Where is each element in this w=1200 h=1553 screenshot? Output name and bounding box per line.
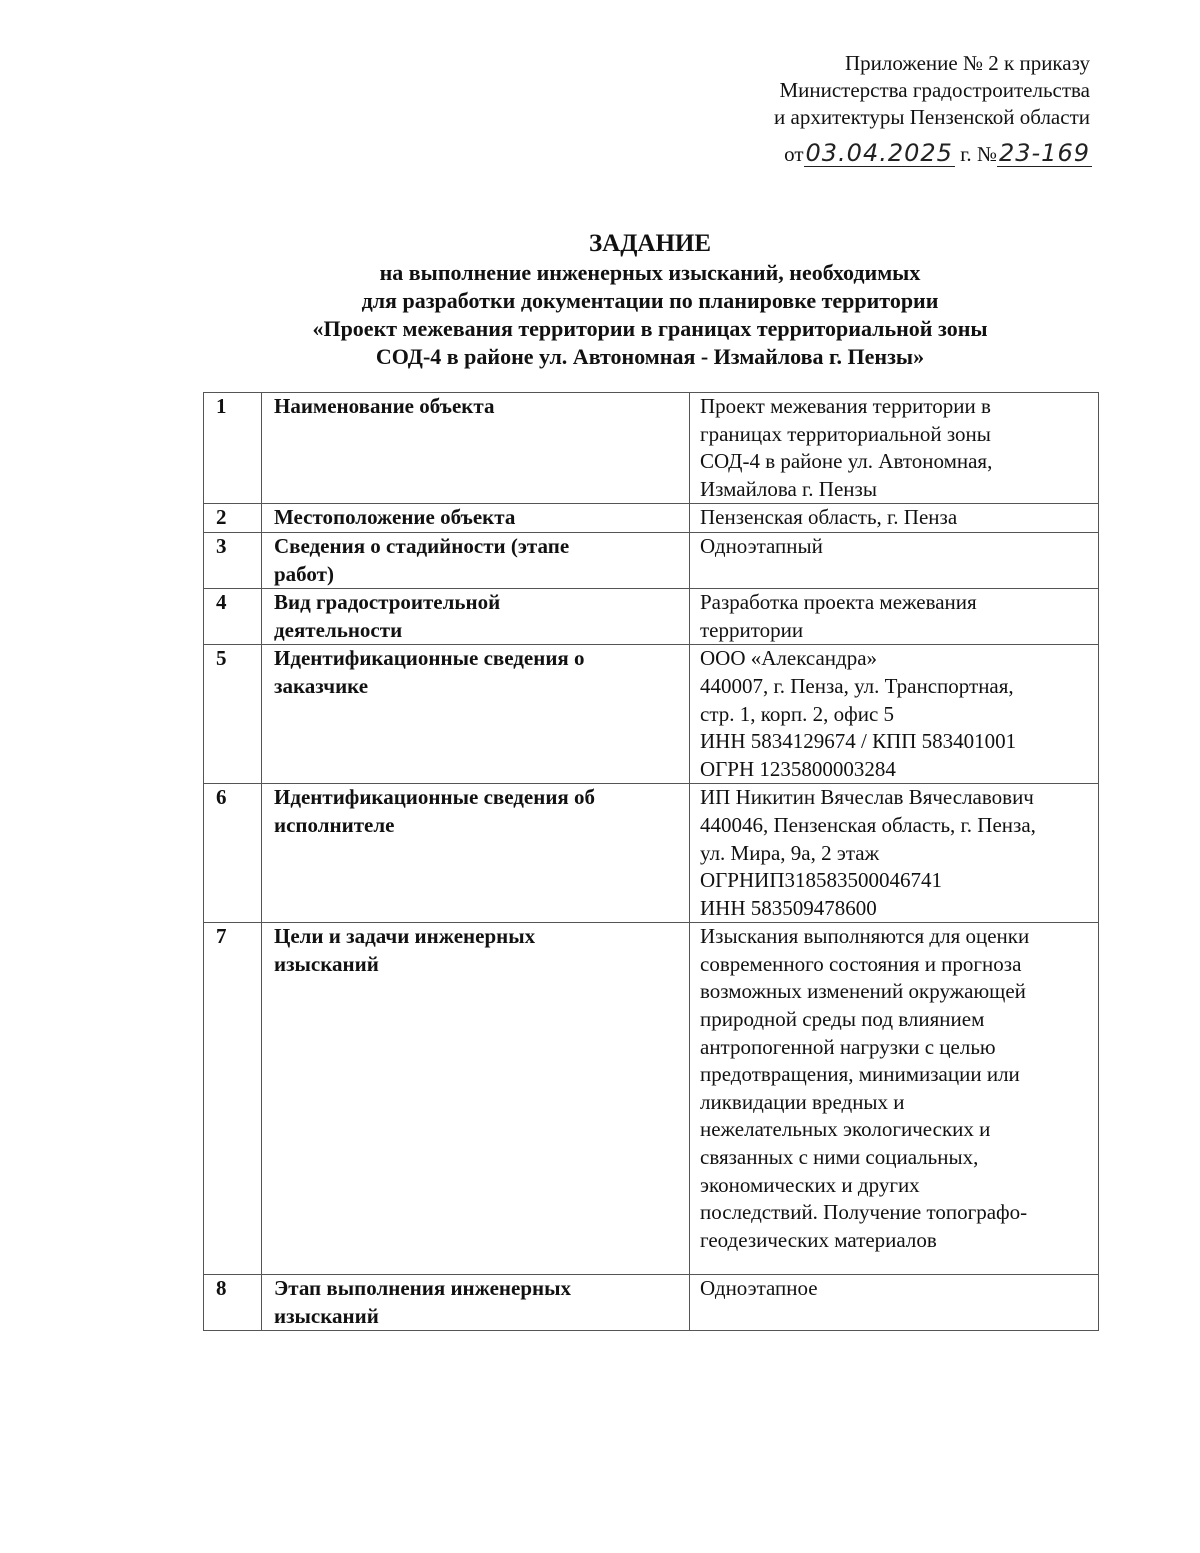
- row-value-line: ИНН 583509478600: [700, 895, 877, 920]
- row-label: [262, 504, 690, 533]
- row-number: 1: [204, 393, 262, 504]
- row-value-line: ОГРНИП318583500046741: [700, 868, 942, 893]
- row-value: [690, 784, 1099, 923]
- row-label-line: Идентификационные сведения об: [274, 785, 596, 810]
- document-title-block: [160, 229, 1140, 371]
- row-value-line: Одноэтапный: [700, 533, 823, 558]
- row-number: 5: [204, 645, 262, 784]
- row-value: [690, 645, 1099, 784]
- row-value-line: Разработка проекта межевания: [700, 590, 977, 615]
- row-label-line: изысканий: [274, 951, 379, 976]
- order-number-prefix: №: [976, 142, 997, 166]
- document-title: ЗАДАНИЕ: [588, 230, 712, 257]
- table-row: [204, 504, 1099, 533]
- row-value-line: Проект межевания территории в: [700, 394, 991, 418]
- table-row: [204, 645, 1099, 784]
- table-row: [204, 532, 1099, 588]
- row-label: [262, 393, 690, 504]
- row-label-line: работ): [274, 561, 334, 586]
- row-value-line: связанных с ними социальных,: [700, 1145, 979, 1170]
- order-number-handwritten: 23-169: [998, 139, 1090, 167]
- appendix-line-2: Министерства градостроительства: [779, 78, 1090, 102]
- row-value-line: нежелательных экологических и: [700, 1117, 991, 1142]
- row-value-line: современного состояния и прогноза: [700, 951, 1022, 976]
- row-label-line: исполнителе: [274, 812, 395, 837]
- task-table: [203, 392, 1099, 1331]
- row-label: [262, 589, 690, 645]
- document-subtitle-line-3: «Проект межевания территории в границах территориальной зоны: [312, 316, 988, 341]
- row-value-line: антропогенной нагрузки с целью: [700, 1034, 996, 1059]
- row-number: 7: [204, 923, 262, 1275]
- row-label-line: Местоположение объекта: [274, 505, 516, 530]
- row-label-line: Сведения о стадийности (этапе: [274, 533, 570, 558]
- row-value-line: предотвращения, минимизации или: [700, 1062, 1020, 1087]
- row-value-line: Одноэтапное: [700, 1276, 818, 1301]
- row-value-line: ИНН 5834129674 / КПП 583401001: [700, 729, 1017, 754]
- table-row: [204, 923, 1099, 1275]
- table-row: [204, 589, 1099, 645]
- row-label-line: Наименование объекта: [274, 394, 495, 418]
- row-label-line: Идентификационные сведения о: [274, 646, 585, 671]
- row-label-line: Вид градостроительной: [274, 590, 501, 615]
- row-value: [690, 923, 1099, 1275]
- document-subtitle-line-4: СОД-4 в районе ул. Автономная - Измайлова г. Пензы»: [375, 344, 925, 369]
- row-value-line: 440046, Пензенская область, г. Пенза,: [700, 812, 1036, 837]
- row-value-line: последствий. Получение топографо-: [700, 1200, 1028, 1225]
- row-value-line: границах территориальной зоны: [700, 421, 991, 446]
- row-label: [262, 645, 690, 784]
- row-label: [262, 532, 690, 588]
- document-subtitle-line-2: для разработки документации по планировке территории: [361, 288, 939, 313]
- row-value: [690, 532, 1099, 588]
- row-label: [262, 1275, 690, 1331]
- row-number: 3: [204, 532, 262, 588]
- row-number: 6: [204, 784, 262, 923]
- row-number: 8: [204, 1275, 262, 1331]
- row-label-line: изысканий: [274, 1303, 379, 1328]
- table-row: [204, 784, 1099, 923]
- row-value-line: экономических и других: [700, 1172, 920, 1197]
- row-value-line: стр. 1, корп. 2, офис 5: [700, 701, 895, 726]
- row-value: [690, 393, 1099, 504]
- row-value-line: природной среды под влиянием: [700, 1007, 985, 1032]
- row-value-line: ликвидации вредных и: [700, 1089, 905, 1114]
- row-value-line: СОД-4 в районе ул. Автономная,: [700, 449, 993, 474]
- table-row: [204, 1275, 1099, 1331]
- row-label-line: Этап выполнения инженерных: [274, 1276, 572, 1301]
- row-value-line: геодезических материалов: [700, 1227, 937, 1252]
- task-table-body: [204, 393, 1099, 1331]
- row-label-line: Цели и задачи инженерных: [274, 924, 536, 949]
- row-label: [262, 784, 690, 923]
- row-value: [690, 504, 1099, 533]
- row-value-line: ООО «Александра»: [700, 646, 878, 671]
- row-value: [690, 1275, 1099, 1331]
- order-date-number-line: [700, 141, 1092, 167]
- row-label-line: деятельности: [274, 617, 403, 642]
- row-value-line: ОГРН 1235800003284: [700, 756, 896, 781]
- order-date-prefix: от: [784, 142, 804, 166]
- row-number: 4: [204, 589, 262, 645]
- appendix-line-1: Приложение № 2 к приказу: [845, 51, 1090, 75]
- row-value-line: 440007, г. Пенза, ул. Транспортная,: [700, 673, 1014, 698]
- row-value-line: ИП Никитин Вячеслав Вячеславович: [700, 785, 1034, 810]
- appendix-header: [700, 50, 1090, 131]
- row-value-line: территории: [700, 617, 804, 642]
- row-value-line: ул. Мира, 9а, 2 этаж: [700, 840, 880, 865]
- row-number: 2: [204, 504, 262, 533]
- appendix-line-3: и архитектуры Пензенской области: [774, 105, 1090, 129]
- row-label-line: заказчике: [274, 673, 369, 698]
- row-value-line: Изыскания выполняются для оценки: [700, 924, 1030, 949]
- row-value-line: Измайлова г. Пензы: [700, 476, 877, 501]
- document-subtitle-line-1: на выполнение инженерных изысканий, необходимых: [379, 260, 921, 285]
- order-date-underline: [804, 141, 955, 167]
- order-date-suffix: г.: [960, 142, 972, 166]
- row-value-line: Пензенская область, г. Пенза: [700, 505, 958, 530]
- table-row: [204, 393, 1099, 504]
- row-value-line: возможных изменений окружающей: [700, 979, 1026, 1004]
- row-value: [690, 589, 1099, 645]
- order-date-handwritten: 03.04.2025: [805, 139, 953, 167]
- order-number-underline: [997, 141, 1092, 167]
- row-label: [262, 923, 690, 1275]
